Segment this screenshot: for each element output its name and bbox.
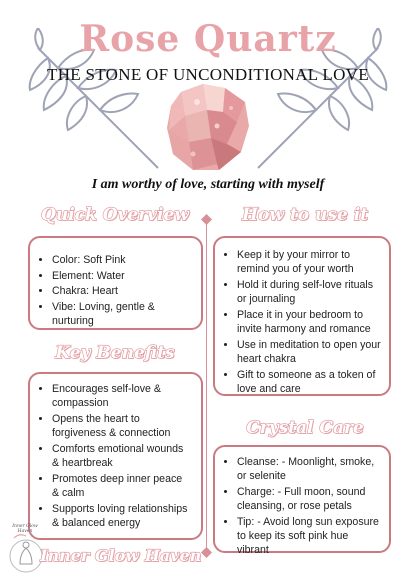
list-item: • Keep it by your mirror to remind you of your worth [237, 248, 381, 276]
key-benefits-card [28, 372, 203, 540]
divider-diamond-top-icon [201, 214, 212, 225]
list-item: • Cleanse: - Moonlight, smoke, or selenite [237, 455, 381, 483]
center-divider [206, 221, 207, 551]
how-to-use-card [213, 236, 391, 396]
list-item: • Gift to someone as a token of love and care [237, 368, 381, 396]
quick-overview-heading: Quick Overview [41, 205, 189, 225]
key-benefits-heading: Key Benefits [55, 343, 175, 363]
list-item: • Chakra: Heart [52, 284, 191, 298]
affirmation-text: I am worthy of love, starting with myself [91, 177, 325, 192]
list-item: • Charge: - Full moon, sound cleansing, or rose petals [237, 485, 381, 513]
how-to-use-heading: How to use it [241, 205, 369, 225]
key-benefits-list [38, 382, 191, 530]
list-item: • Use in meditation to open your heart chakra [237, 338, 381, 366]
how-to-use-list [223, 248, 381, 396]
list-item: • Opens the heart to forgiveness & connection [52, 412, 191, 440]
list-item: • Place it in your bedroom to invite harmony and romance [237, 308, 381, 336]
logo-text: Inner Glow Haven [12, 524, 38, 534]
divider-diamond-bottom-icon [201, 547, 212, 558]
crystal-care-list [223, 455, 381, 557]
quick-overview-card [28, 236, 203, 330]
list-item: • Promotes deep inner peace & calm [52, 472, 191, 500]
quick-overview-list [38, 253, 191, 329]
list-item: • Comforts emotional wounds & heartbreak [52, 442, 191, 470]
list-item: • Hold it during self-love rituals or journaling [237, 278, 381, 306]
crystal-care-heading: Crystal Care [246, 418, 364, 438]
crystal-care-card [213, 445, 391, 557]
brand-name: Inner Glow Haven [40, 546, 202, 565]
list-item: • Color: Soft Pink [52, 253, 191, 267]
rose-quartz-crystal-icon [163, 82, 253, 174]
list-item: • Tip: - Avoid long sun exposure to keep its soft pink hue vibrant [237, 515, 381, 558]
list-item: • Encourages self-love & compassion [52, 382, 191, 410]
list-item: • Supports loving relationships & balanced energy [52, 502, 191, 530]
page-title: Rose Quartz [79, 18, 337, 60]
page-subtitle: THE STONE OF UNCONDITIONAL LOVE [47, 65, 369, 84]
list-item: • Vibe: Loving, gentle & nurturing [52, 300, 191, 328]
list-item: • Element: Water [52, 269, 191, 283]
